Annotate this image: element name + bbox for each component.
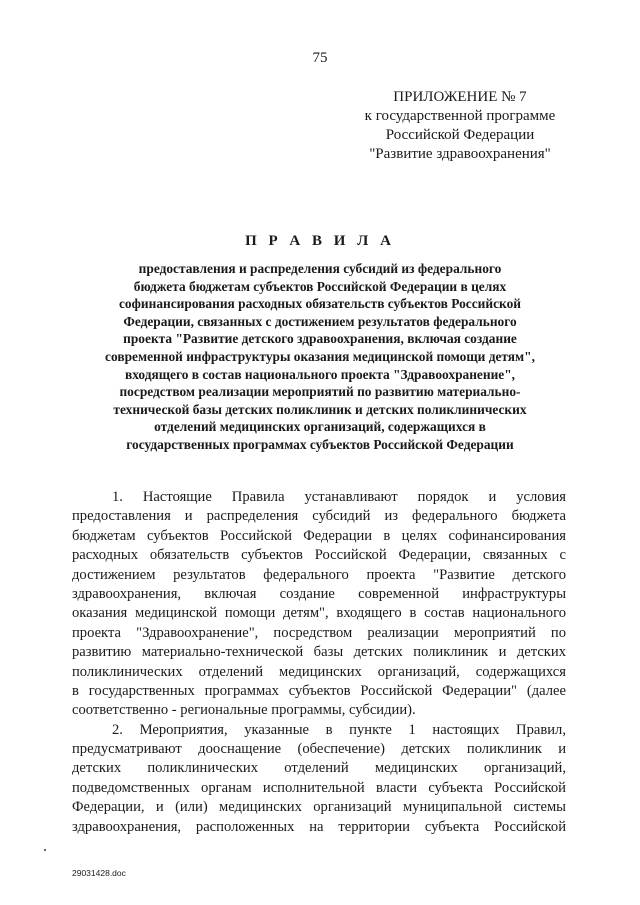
subtitle-line: отделений медицинских организаций, содержащихся в bbox=[154, 419, 486, 435]
paragraph-1-line: здравоохранения, включая создание современной инфраструктуры bbox=[72, 585, 566, 602]
document-subtitle bbox=[60, 260, 580, 454]
paragraph-1-line: оказания медицинской помощи детям", входящего в состав национального bbox=[72, 605, 566, 622]
subtitle-line: технической базы детских поликлиник и детских поликлинических bbox=[113, 401, 527, 417]
subtitle-line: бюджета бюджетам субъектов Российской Федерации в целях bbox=[133, 278, 507, 294]
paragraph-1-line: в государственных программах субъектов Российской Федерации" (далее bbox=[72, 682, 566, 699]
paragraph-1-line: поликлинических отделений медицинских организаций, содержащихся bbox=[72, 663, 566, 680]
appendix-header bbox=[340, 88, 580, 164]
subtitle-line: софинансирования расходных обязательств субъектов Российской bbox=[118, 296, 521, 312]
paragraph-1-line: проекта "Здравоохранение", посредством реализации мероприятий по bbox=[72, 624, 566, 641]
paragraph-1-line: предоставления и распределения субсидий из федерального бюджета bbox=[72, 508, 566, 525]
paragraph-2-line: предусматривают дооснащение (обеспечение) детских поликлиник и bbox=[72, 741, 566, 758]
appendix-line: ПРИЛОЖЕНИЕ № 7 bbox=[393, 89, 527, 105]
subtitle-line: посредством реализации мероприятий по развитию материально- bbox=[119, 384, 521, 400]
paragraph-2-line: здравоохранения, расположенных на территории субъекта Российской bbox=[72, 818, 566, 835]
paragraph-2-line: 2. Мероприятия, указанные в пункте 1 настоящих Правил, bbox=[112, 721, 566, 738]
page-number: 75 bbox=[312, 50, 328, 66]
document-title: П Р А В И Л А bbox=[245, 233, 395, 249]
paragraph-1-line: бюджетам субъектов Российской Федерации в целях софинансирования bbox=[72, 527, 566, 544]
file-name-footer: 29031428.doc bbox=[72, 868, 126, 878]
paragraph-2-line: Федерации, и (или) медицинских организаций муниципальной системы bbox=[72, 799, 566, 816]
body-text bbox=[72, 488, 566, 837]
scan-speck bbox=[44, 849, 46, 851]
appendix-line: "Развитие здравоохранения" bbox=[369, 146, 551, 162]
subtitle-line: государственных программах субъектов Российской Федерации bbox=[126, 436, 514, 452]
subtitle-line: Федерации, связанных с достижением результатов федерального bbox=[123, 313, 517, 329]
paragraph-1-line: расходных обязательств субъектов Российской Федерации, связанных с bbox=[72, 547, 566, 564]
paragraph-2-line: детских поликлинических отделений медицинских организаций, bbox=[72, 760, 566, 777]
paragraph-1-line: развитию материально-технической базы детских поликлиник и детских bbox=[72, 644, 566, 661]
subtitle-line: современной инфраструктуры оказания медицинской помощи детям", bbox=[105, 348, 535, 364]
paragraph-1-line: 1. Настоящие Правила устанавливают порядок и условия bbox=[112, 489, 566, 505]
paragraph-1-line: достижением результатов федерального проекта "Развитие детского bbox=[72, 566, 566, 583]
appendix-line: к государственной программе bbox=[364, 108, 556, 124]
subtitle-line: проекта "Развитие детского здравоохранения, включая создание bbox=[123, 331, 517, 347]
subtitle-line: предоставления и распределения субсидий из федерального bbox=[138, 261, 502, 276]
subtitle-line: входящего в состав национального проекта "Здравоохранение", bbox=[124, 366, 516, 382]
paragraph-2-line: подведомственных органам исполнительной власти субъекта Российской bbox=[72, 779, 566, 796]
paragraph-1-line: соответственно - региональные программы, субсидии). bbox=[72, 702, 416, 719]
appendix-line: Российской Федерации bbox=[385, 127, 535, 143]
